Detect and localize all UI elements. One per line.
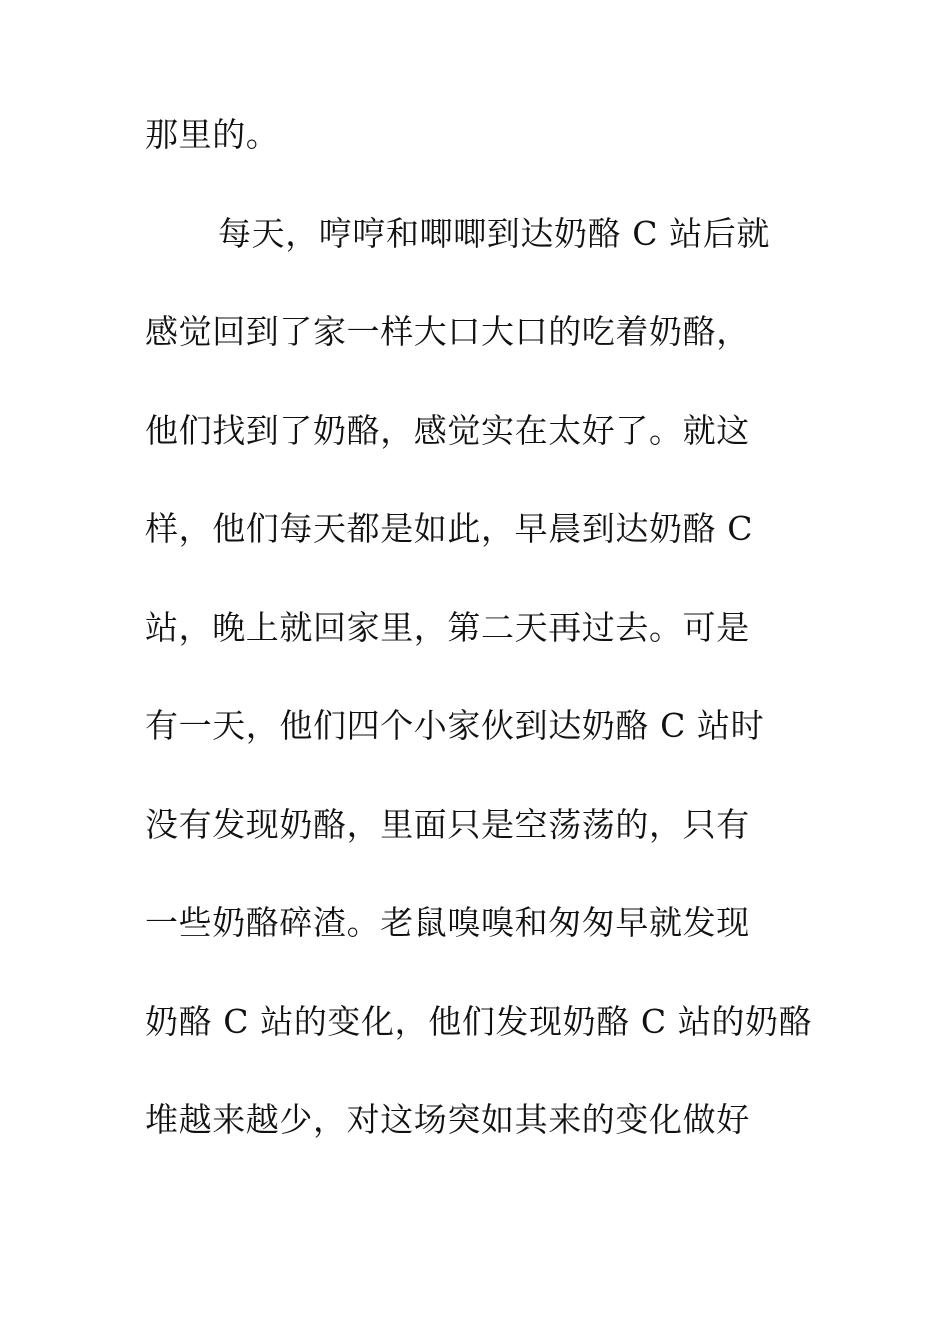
text-line: 感觉回到了家一样大口大口的吃着奶酪， xyxy=(145,312,750,351)
text-line: 有一天，他们四个小家伙到达奶酪 C 站时 xyxy=(145,706,765,745)
body-text xyxy=(145,115,815,1202)
paragraph-first-line: 每天，哼哼和唧唧到达奶酪 C 站后就 xyxy=(218,213,771,253)
text-line: 一些奶酪碎渣。老鼠嗅嗅和匆匆早就发现 xyxy=(145,903,750,942)
text-line: 堆越来越少，对这场突如其来的变化做好 xyxy=(145,1100,750,1139)
text-line: 样，他们每天都是如此，早晨到达奶酪 C xyxy=(145,509,754,548)
text-line: 他们找到了奶酪，感觉实在太好了。就这 xyxy=(145,410,750,450)
text-line: 奶酪 C 站的变化，他们发现奶酪 C 站的奶酪 xyxy=(145,1001,813,1041)
text-line: 站，晚上就回家里，第二天再过去。可是 xyxy=(145,607,750,647)
text-line: 没有发现奶酪，里面只是空荡荡的，只有 xyxy=(145,804,750,844)
text-line: 那里的。 xyxy=(145,115,280,154)
